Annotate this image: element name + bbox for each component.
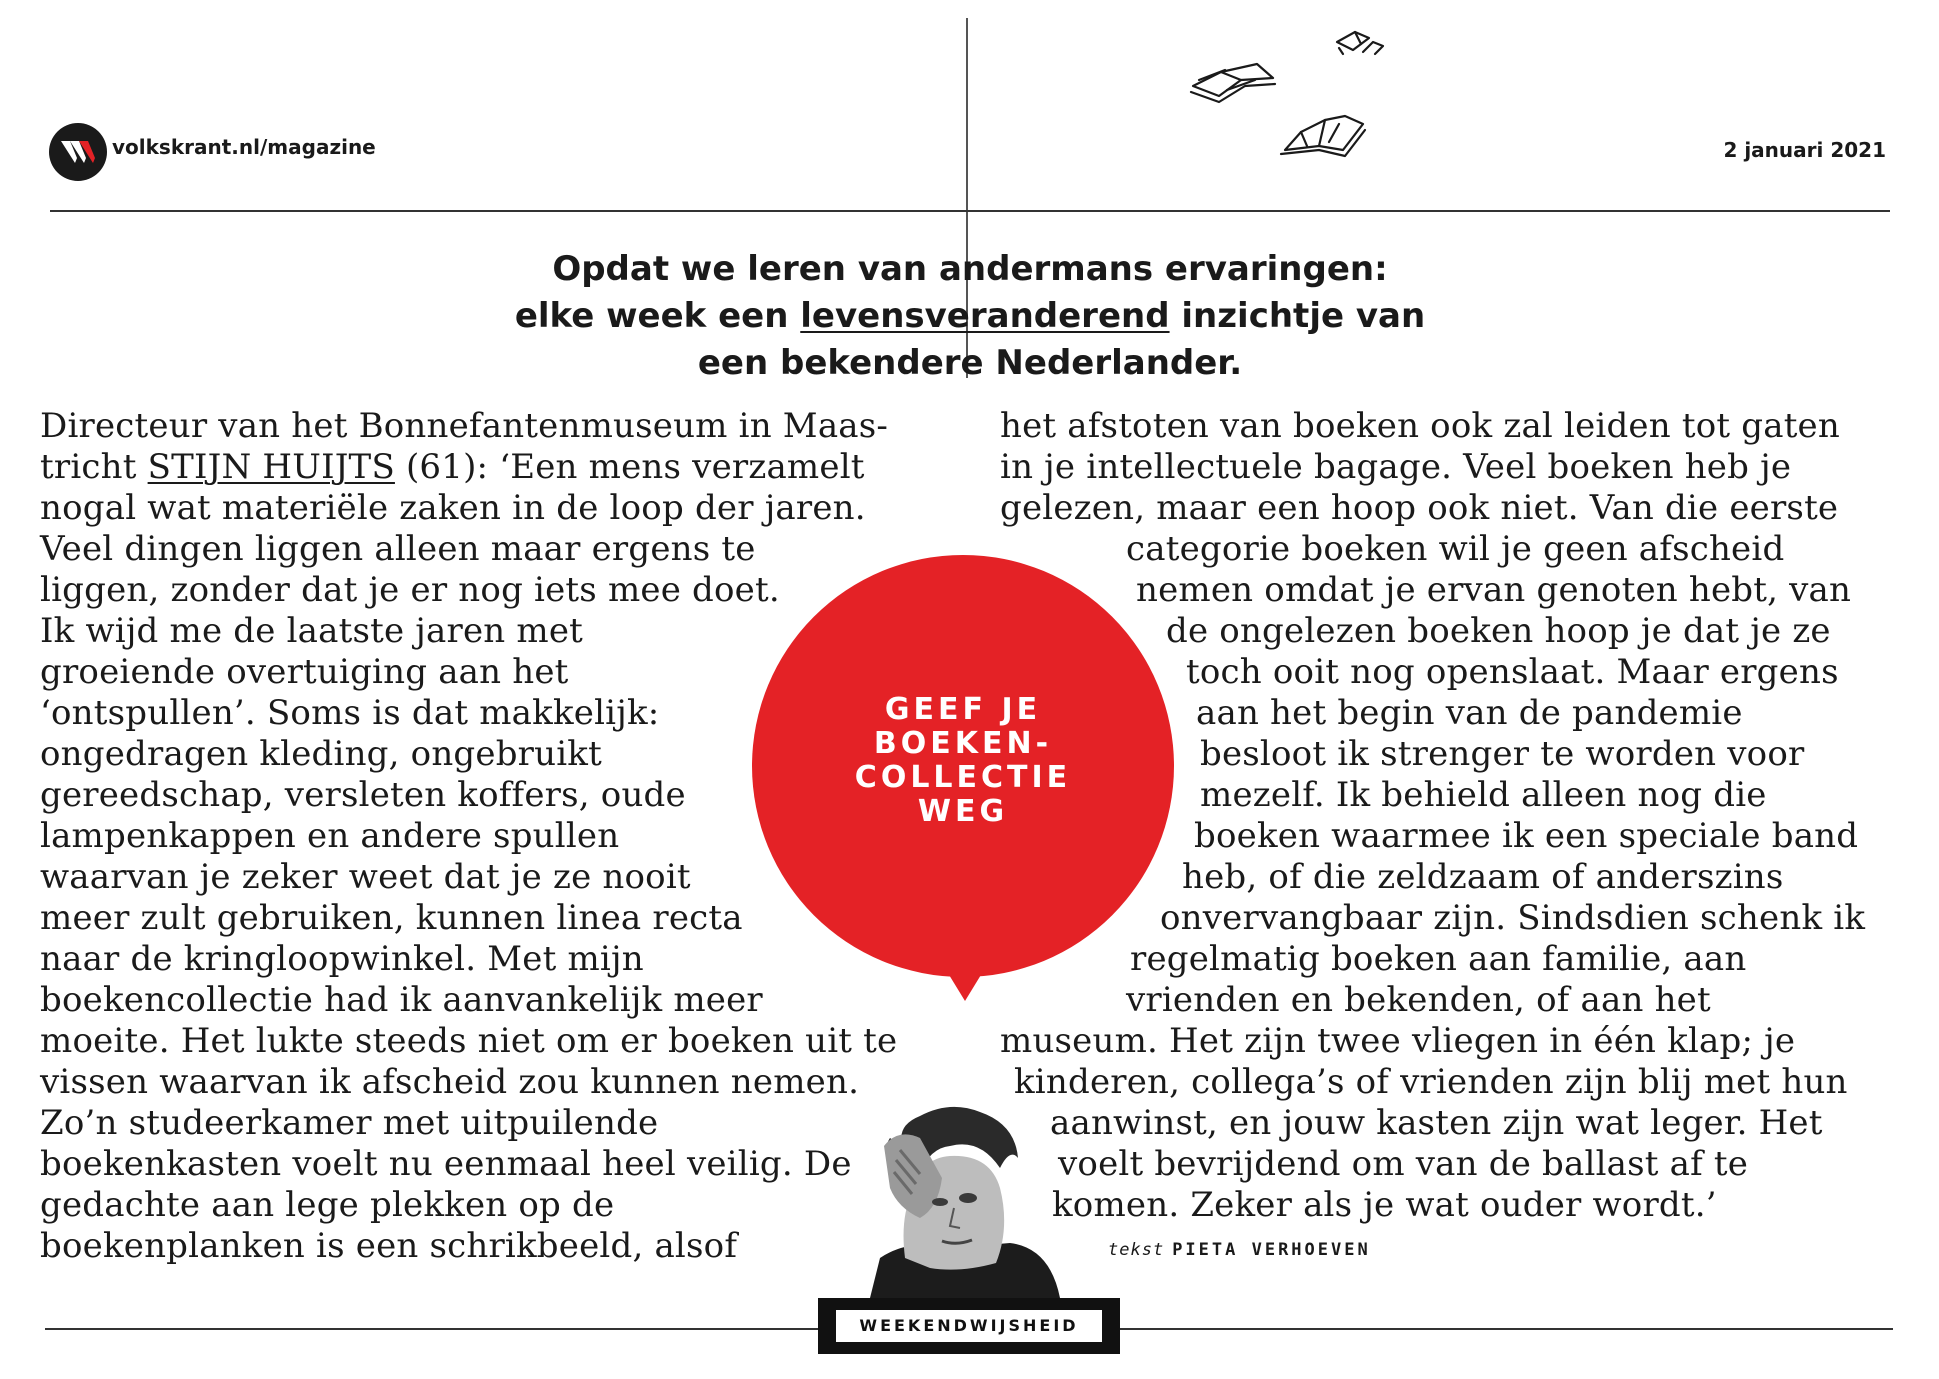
left-line: boekenplanken is een schrikbeeld, alsof — [40, 1226, 738, 1266]
right-line-text: vrienden en bekenden, of aan het — [1126, 980, 1711, 1020]
right-line-text: heb, of die zeldzaam of anderszins — [1182, 857, 1784, 897]
left-line-2-pre: tricht — [40, 447, 148, 487]
right-line-text: aanwinst, en jouw kasten zijn wat leger. Het — [1050, 1103, 1823, 1143]
left-line: vissen waarvan ik afscheid zou kunnen nemen. — [40, 1062, 860, 1102]
left-line: gedachte aan lege plekken op de — [40, 1185, 615, 1225]
intro-line-3: een bekendere Nederlander. — [697, 343, 1243, 383]
intro-statement — [420, 246, 1520, 387]
left-line: Veel dingen liggen alleen maar ergens te — [40, 529, 756, 569]
right-line-text: museum. Het zijn twee vliegen in één klap; je — [1000, 1021, 1796, 1061]
credit-label: tekst — [1108, 1240, 1165, 1260]
left-line: naar de kringloopwinkel. Met mijn — [40, 939, 644, 979]
author-credit — [1108, 1240, 1371, 1260]
left-line: Ik wijd me de laatste jaren met — [40, 611, 584, 651]
right-line-text: gelezen, maar een hoop ook niet. Van die eerste — [1000, 488, 1839, 528]
left-line: groeiende overtuiging aan het — [40, 652, 569, 692]
header-rule — [50, 210, 1890, 212]
volkskrant-logo-icon[interactable] — [48, 122, 108, 182]
right-line-text: categorie boeken wil je geen afscheid — [1126, 529, 1785, 569]
right-line-text: toch ooit nog openslaat. Maar ergens — [1186, 652, 1839, 692]
right-line-text: aan het begin van de pandemie — [1196, 693, 1743, 733]
flying-books-icon — [1185, 20, 1425, 170]
right-line — [0, 406, 1939, 447]
speech-bubble-tail — [943, 965, 987, 1001]
left-line: lampenkappen en andere spullen — [40, 816, 620, 856]
right-line-text: in je intellectuele bagage. Veel boeken heb je — [1000, 447, 1792, 487]
left-line-1: Directeur van het Bonnefantenmuseum in Maas- — [40, 406, 889, 446]
left-line: Zo’n studeerkamer met uitpuilende — [40, 1103, 659, 1143]
credit-author: PIETA VERHOEVEN — [1172, 1240, 1371, 1260]
right-line-text: besloot ik strenger te worden voor — [1200, 734, 1805, 774]
right-line — [0, 488, 1939, 529]
left-line: ‘ontspullen’. Soms is dat makkelijk: — [40, 693, 660, 733]
left-line-2-post: (61): ‘Een mens verzamelt — [394, 447, 865, 487]
intro-line-2 — [420, 293, 1520, 340]
right-line — [0, 1062, 1939, 1103]
left-line: boekencollectie had ik aanvankelijk meer — [40, 980, 763, 1020]
left-line: gereedschap, versleten koffers, oude — [40, 775, 686, 815]
right-line-text: de ongelezen boeken hoop je dat je ze — [1166, 611, 1831, 651]
right-line-text: regelmatig boeken aan familie, aan — [1130, 939, 1747, 979]
intro-line-1: Opdat we leren van andermans ervaringen: — [552, 249, 1388, 289]
subject-name: STIJN HUIJTS — [147, 447, 395, 487]
left-line: ongedragen kleding, ongebruikt — [40, 734, 602, 774]
left-line: waarvan je zeker weet dat je ze nooit — [40, 857, 691, 897]
right-line-text: mezelf. Ik behield alleen nog die — [1200, 775, 1767, 815]
section-tag: WEEKENDWIJSHEID — [836, 1310, 1102, 1342]
portrait-photo — [850, 1098, 1070, 1298]
intro-line-2-post: inzichtje van — [1169, 296, 1426, 336]
intro-keyword: levensveranderend — [800, 296, 1170, 336]
issue-date: 2 januari 2021 — [1723, 138, 1886, 162]
left-line: liggen, zonder dat je er nog iets mee doet. — [40, 570, 780, 610]
left-line: boekenkasten voelt nu eenmaal heel veilig. De — [40, 1144, 852, 1184]
right-line-text: komen. Zeker als je wat ouder wordt.’ — [1052, 1185, 1717, 1225]
right-line-text: boeken waarmee ik een speciale band — [1194, 816, 1859, 856]
left-line: meer zult gebruiken, kunnen linea recta — [40, 898, 743, 938]
bubble-headline: GEEF JE BOEKEN- COLLECTIE WEG — [854, 692, 1072, 829]
right-line-text: het afstoten van boeken ook zal leiden tot gaten — [1000, 406, 1840, 446]
right-line-text: voelt bevrijdend om van de ballast af te — [1058, 1144, 1749, 1184]
right-line — [0, 447, 1939, 488]
left-line: moeite. Het lukte steeds niet om er boeken uit te — [40, 1021, 898, 1061]
right-line — [0, 1021, 1939, 1062]
right-line-text: onvervangbaar zijn. Sindsdien schenk ik — [1160, 898, 1866, 938]
intro-line-2-pre: elke week een — [514, 296, 801, 336]
right-line-text: kinderen, collega’s of vrienden zijn blij met hun — [1014, 1062, 1848, 1102]
site-link[interactable]: volkskrant.nl/magazine — [112, 135, 376, 159]
left-line: nogal wat materiële zaken in de loop der jaren. — [40, 488, 866, 528]
right-line-text: nemen omdat je ervan genoten hebt, van — [1136, 570, 1852, 610]
